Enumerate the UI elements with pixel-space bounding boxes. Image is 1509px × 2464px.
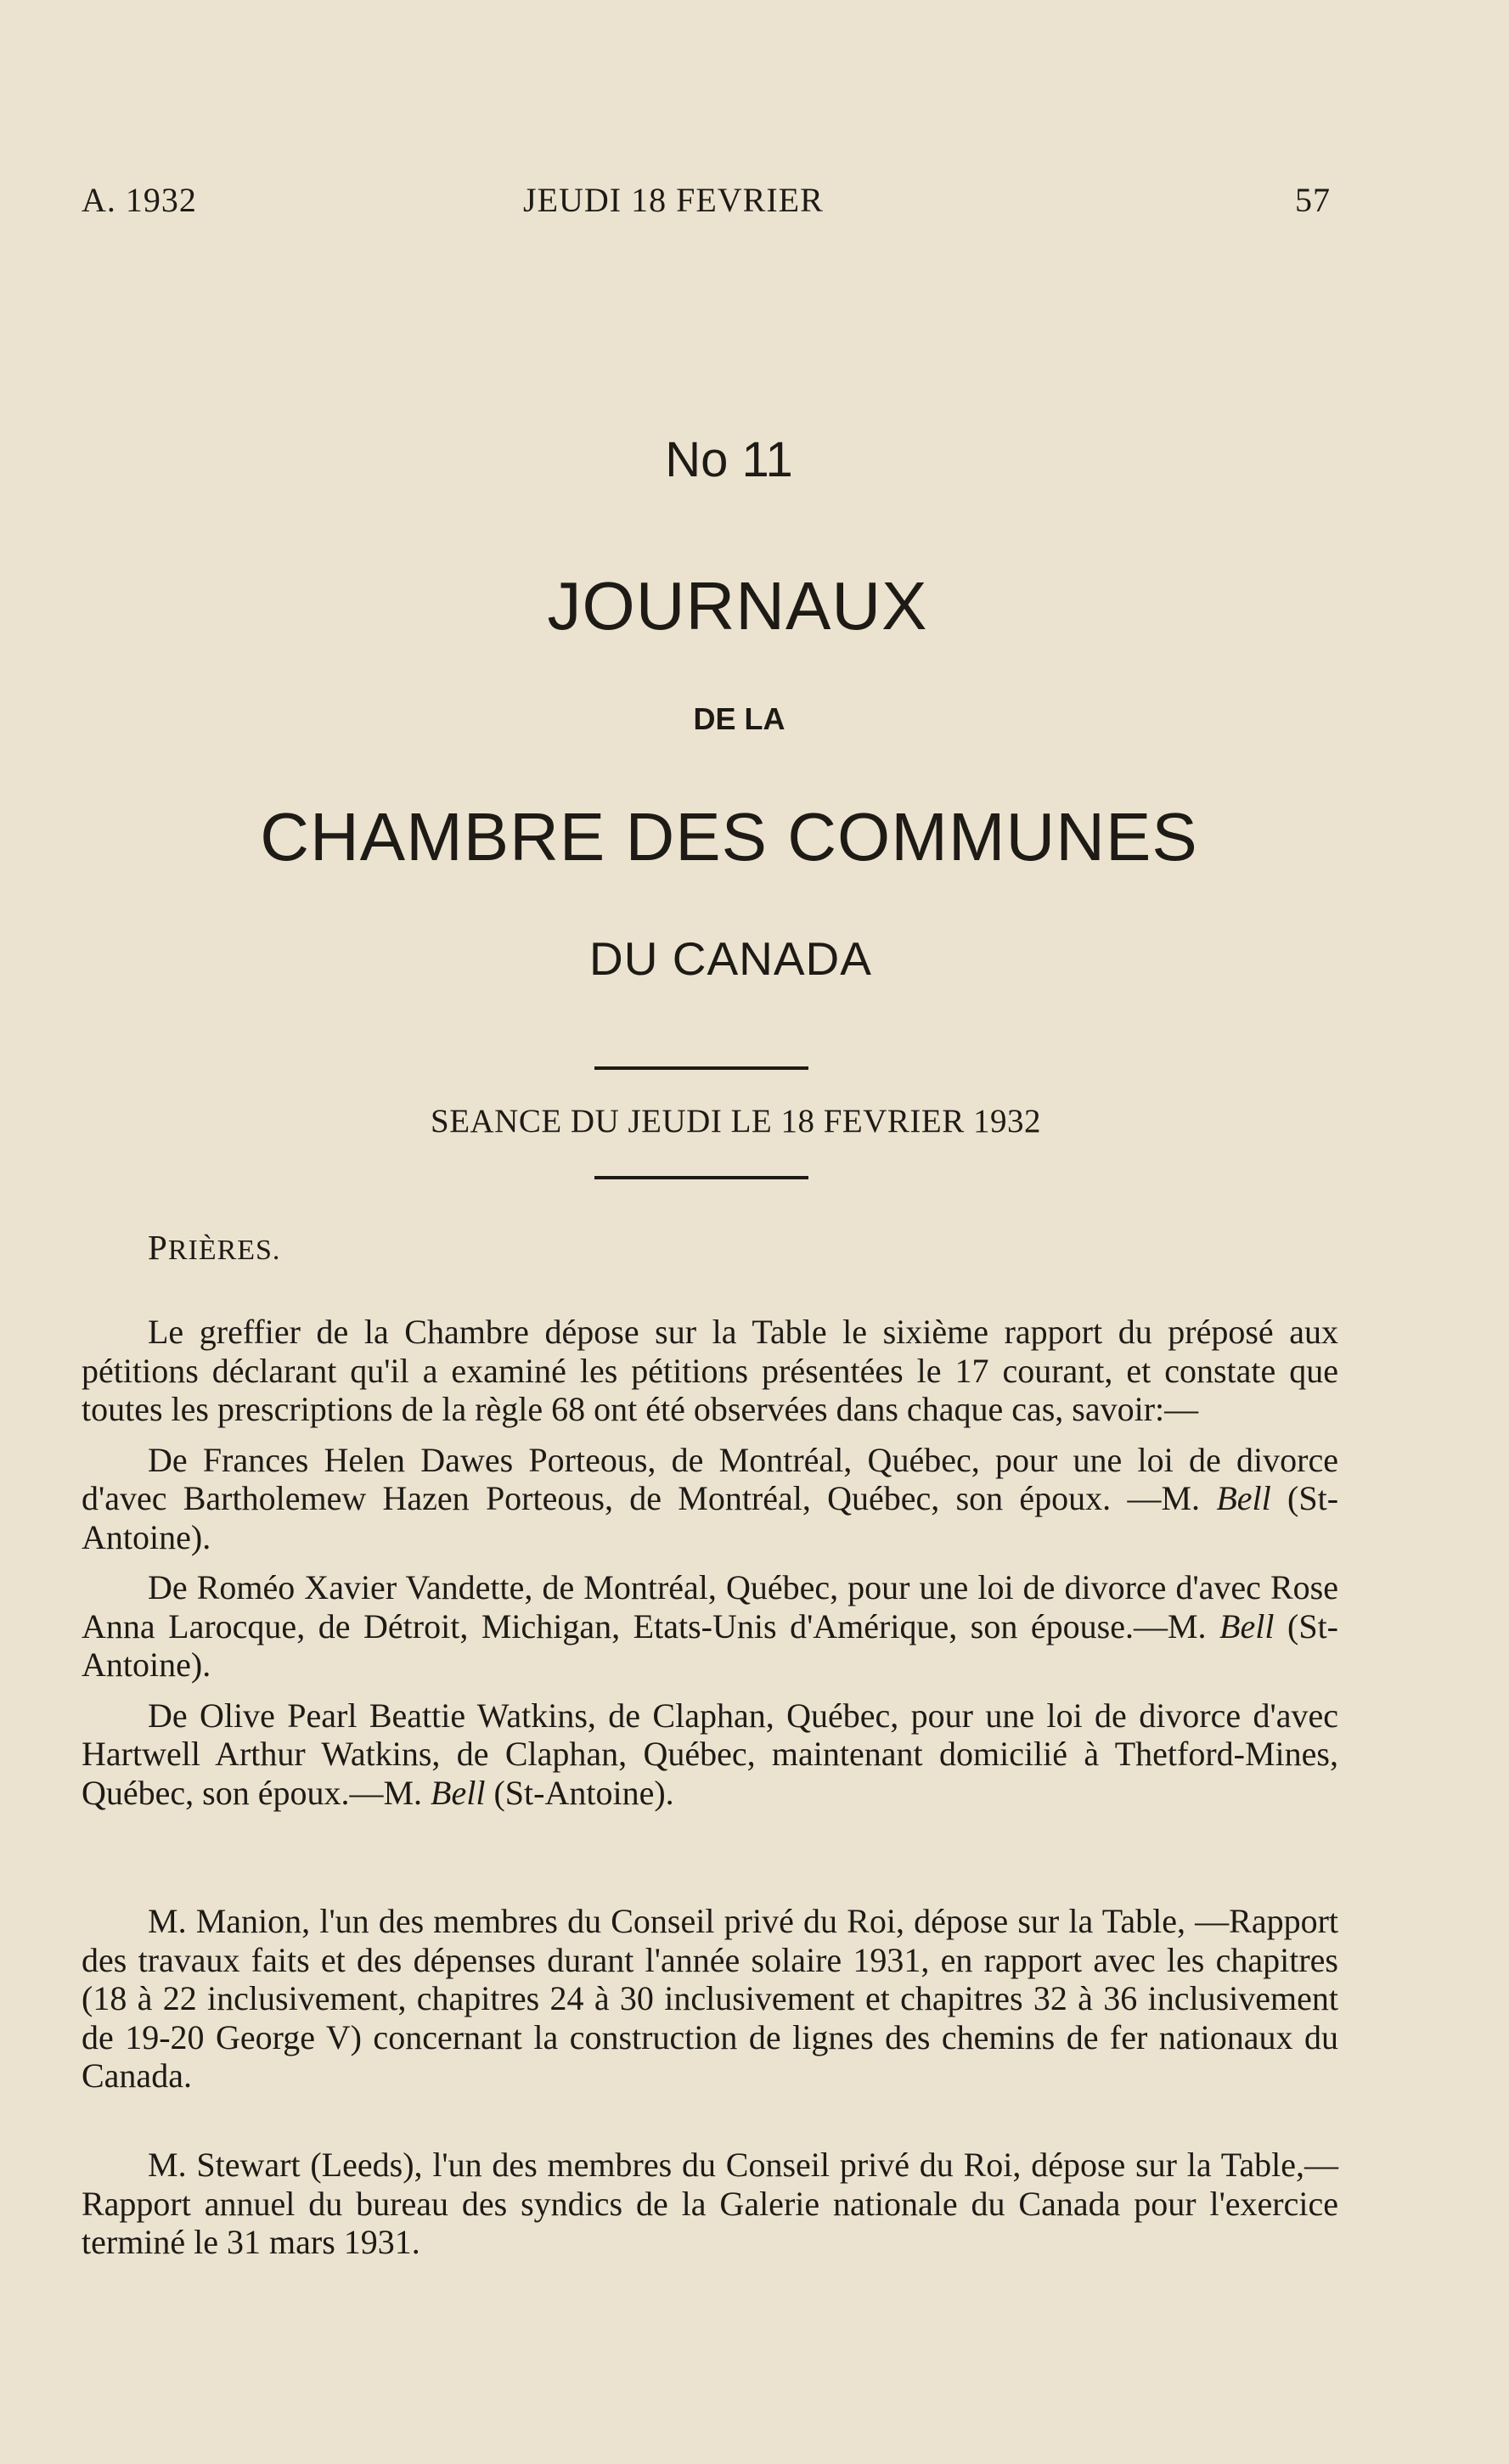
stewart-section (82, 2146, 1338, 2274)
prayers-rest: RIÈRES. (167, 1235, 281, 1266)
paragraph-clerk-report: Le greffier de la Chambre dépose sur la Table le sixième rapport du préposé aux pétitions déclarant qu'il a examiné les pétitions présentées le 17 courant, et constate que toutes les prescriptions de la règle 68 ont été observées dans chaque cas, savoir:— (82, 1313, 1338, 1428)
member-name: Bell (1219, 1606, 1275, 1645)
petitions-section (82, 1313, 1338, 1824)
member-name: Bell (1216, 1479, 1271, 1517)
member-riding: (St-Antoine). (485, 1773, 674, 1812)
paragraph-petition (82, 1441, 1338, 1557)
paragraph-petition (82, 1696, 1338, 1813)
petition-text: De Olive Pearl Beattie Watkins, de Claphan, Québec, pour une loi de divorce d'avec Hartwell Arthur Watkins, de Claphan, Québec, maintenant domicilié à Thetford-Mines, Québec, son époux.—M. (82, 1696, 1338, 1812)
member-name: Bell (431, 1773, 486, 1812)
manion-section (82, 1902, 1338, 2107)
header-date: JEUDI 18 FEVRIER (523, 181, 824, 219)
member-riding: (St-Antoine). (82, 1479, 1339, 1556)
title-chambre: CHAMBRE DES COMMUNES (260, 799, 1198, 875)
title-canada: DU CANADA (589, 932, 872, 985)
journal-number: No 11 (665, 432, 793, 487)
divider-rule (594, 1176, 808, 1179)
prayers-heading (148, 1227, 280, 1268)
header-year: A. 1932 (82, 181, 197, 219)
sitting-heading: SEANCE DU JEUDI LE 18 FEVRIER 1932 (431, 1103, 1041, 1139)
divider-rule (594, 1066, 808, 1070)
page-number: 57 (1295, 181, 1331, 219)
title-journaux: JOURNAUX (547, 568, 928, 644)
prayers-initial: P (148, 1228, 168, 1267)
petition-text: De Frances Helen Dawes Porteous, de Montréal, Québec, pour une loi de divorce d'avec Bartholemew Hazen Porteous, de Montréal, Québec, son époux. —M. (82, 1440, 1338, 1517)
paragraph-stewart-report: M. Stewart (Leeds), l'un des membres du Conseil privé du Roi, dépose sur la Table,—Rapport annuel du bureau des syndics de la Galerie nationale du Canada pour l'exercice terminé le 31 mars 1931. (82, 2146, 1338, 2261)
petition-text: De Roméo Xavier Vandette, de Montréal, Québec, pour une loi de divorce d'avec Rose Anna Larocque, de Détroit, Michigan, Etats-Unis d'Amérique, son épouse.—M. (82, 1568, 1338, 1645)
title-de-la: DE LA (693, 701, 785, 736)
paragraph-petition (82, 1568, 1338, 1685)
member-riding: (St-Antoine). (82, 1606, 1339, 1684)
paragraph-manion-report: M. Manion, l'un des membres du Conseil privé du Roi, dépose sur la Table, —Rapport des travaux faits et des dépenses durant l'année solaire 1931, en rapport avec les chapitres (18 à 22 inclusivement, chapitres 24 à 30 inclusivement et chapitres 32 à 36 inclusivement de 19-20 George V) concernant la construction de lignes des chemins de fer nationaux du Canada. (82, 1902, 1338, 2095)
